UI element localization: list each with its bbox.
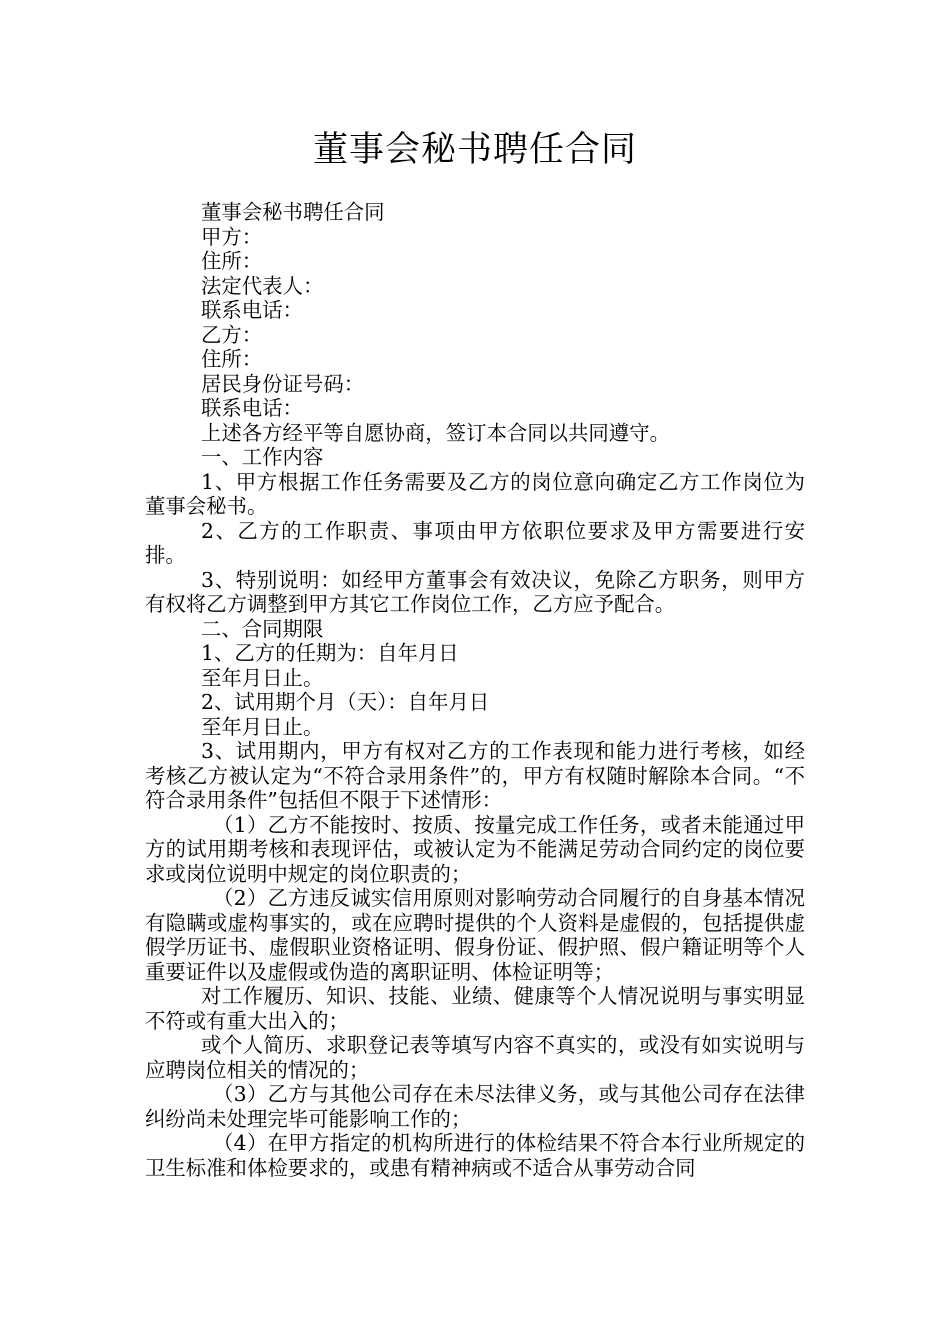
- paragraph: 3、特别说明：如经甲方董事会有效决议，免除乙方职务，则甲方有权将乙方调整到甲方其它工作岗位工作，乙方应予配合。: [145, 567, 805, 616]
- paragraph: 住所：: [201, 249, 263, 273]
- paragraph: 至年月日止。: [201, 714, 324, 739]
- paragraph: 至年月日止。: [201, 665, 324, 690]
- paragraph: 2、试用期个月（天）：自年月日: [201, 690, 490, 714]
- document-body: [145, 200, 805, 1180]
- paragraph: 3、试用期内，甲方有权对乙方的工作表现和能力进行考核，如经考核乙方被认定为“不符合录用条件”的，甲方有权随时解除本合同。“不符合录用条件”包括但不限于下述情形：: [145, 739, 805, 812]
- paragraph: 1、乙方的任期为：自年月日: [201, 641, 459, 665]
- paragraph: 对工作履历、知识、技能、业绩、健康等个人情况说明与事实明显不符或有重大出入的；: [145, 984, 805, 1033]
- paragraph: 1、甲方根据工作任务需要及乙方的岗位意向确定乙方工作岗位为董事会秘书。: [145, 469, 805, 518]
- paragraph: 上述各方经平等自愿协商，签订本合同以共同遵守。: [201, 420, 670, 445]
- paragraph: 住所：: [201, 347, 263, 371]
- paragraph: （4）在甲方指定的机构所进行的体检结果不符合本行业所规定的卫生标准和体检要求的，或患有精神病或不适合从事劳动合同: [145, 1131, 805, 1180]
- paragraph: 居民身份证号码：: [201, 371, 365, 396]
- paragraph: （2）乙方违反诚实信用原则对影响劳动合同履行的自身基本情况有隐瞒或虚构事实的，或在应聘时提供的个人资料是虚假的，包括提供虚假学历证书、虚假职业资格证明、假身份证、假护照、假户籍证明等个人重要证件以及虚假或伪造的离职证明、体检证明等；: [145, 886, 805, 984]
- paragraph: （3）乙方与其他公司存在未尽法律义务，或与其他公司存在法律纠纷尚未处理完毕可能影响工作的；: [145, 1082, 805, 1131]
- paragraph: （1）乙方不能按时、按质、按量完成工作任务，或者未能通过甲方的试用期考核和表现评估，或被认定为不能满足劳动合同约定的岗位要求或岗位说明中规定的岗位职责的；: [145, 812, 805, 886]
- paragraph: 或个人简历、求职登记表等填写内容不真实的，或没有如实说明与应聘岗位相关的情况的；: [145, 1033, 805, 1082]
- document-title: 董事会秘书聘任合同: [312, 130, 637, 170]
- paragraph: 2、乙方的工作职责、事项由甲方依职位要求及甲方需要进行安排。: [145, 518, 805, 567]
- paragraph: 一、工作内容: [201, 445, 324, 469]
- paragraph: 甲方：: [201, 224, 263, 249]
- paragraph: 董事会秘书聘任合同: [201, 200, 385, 224]
- paragraph: 乙方：: [201, 322, 263, 347]
- paragraph: 联系电话：: [201, 298, 303, 322]
- paragraph: 二、合同期限: [201, 616, 324, 641]
- paragraph: 联系电话：: [201, 396, 303, 420]
- paragraph: 法定代表人：: [201, 273, 324, 298]
